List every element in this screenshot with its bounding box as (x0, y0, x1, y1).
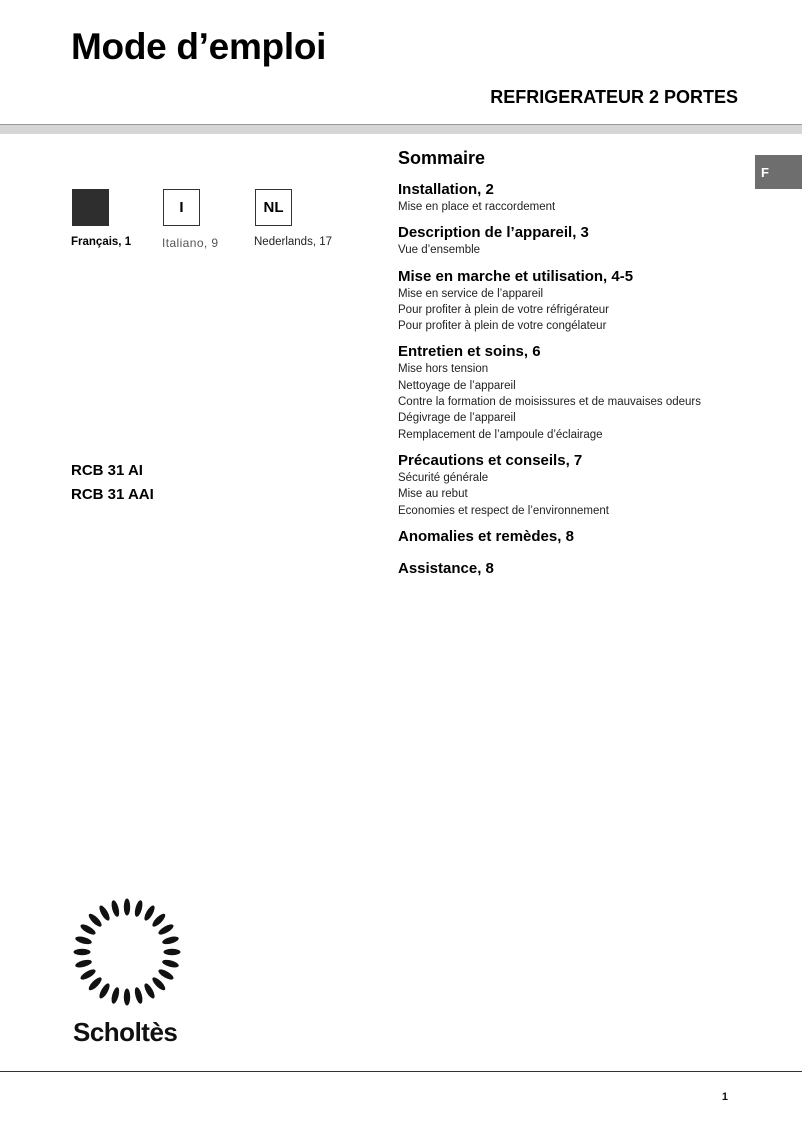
toc-section (398, 268, 748, 335)
header-divider (0, 124, 802, 134)
sun-ray (87, 976, 104, 993)
toc-section (398, 181, 748, 215)
language-label-fr: Français, 1 (71, 236, 132, 248)
sun-ray (133, 986, 144, 1004)
toc-section (398, 528, 748, 546)
sun-ray (133, 899, 144, 917)
toc-item: Vue d’ensemble (398, 244, 481, 257)
sun-ray (74, 935, 92, 946)
model-name: RCB 31 AI (71, 462, 143, 479)
language-tab-f: F (755, 155, 802, 189)
toc-section-title[interactable]: Entretien et soins, 6 (398, 343, 541, 361)
toc-item: Economies et respect de l’environnement (398, 504, 609, 517)
toc-section-title[interactable]: Description de l’appareil, 3 (398, 224, 589, 242)
sun-ray (164, 949, 181, 955)
toc-item: Mise au rebut (398, 488, 468, 501)
toc-section-title[interactable]: Précautions et conseils, 7 (398, 451, 583, 469)
sun-ray (110, 986, 121, 1004)
toc-item: Contre la formation de moisissures et de mauvaises odeurs (398, 396, 701, 409)
sun-ray (151, 976, 168, 993)
sun-ray (151, 912, 168, 929)
sun-ray (87, 912, 104, 929)
toc-item: Dégivrage de l’appareil (398, 412, 516, 425)
language-label-it: Italiano, 9 (162, 236, 219, 250)
sun-ray (110, 899, 121, 917)
page-title: Mode d’emploi (71, 26, 327, 67)
language-box-it[interactable]: I (163, 189, 200, 226)
sun-ray (97, 982, 111, 1000)
footer-divider (0, 1071, 802, 1072)
sun-ray (142, 982, 156, 1000)
toc-heading: Sommaire (398, 148, 486, 168)
language-box-nl[interactable]: NL (255, 189, 292, 226)
language-box-fr[interactable] (72, 189, 109, 226)
sun-ray (161, 958, 179, 969)
sun-ray (74, 949, 91, 955)
scholtes-sun-logo-icon (66, 896, 188, 1008)
page-number: 1 (721, 1091, 728, 1103)
toc-item: Mise en service de l’appareil (398, 287, 544, 300)
table-of-contents (398, 148, 748, 587)
language-label-nl: Nederlands, 17 (254, 236, 332, 248)
toc-section-title[interactable]: Anomalies et remèdes, 8 (398, 527, 574, 545)
toc-item: Sécurité générale (398, 471, 489, 484)
sun-ray (79, 967, 97, 981)
toc-item: Mise en place et raccordement (398, 201, 556, 213)
toc-item: Nettoyage de l’appareil (398, 379, 516, 392)
toc-section (398, 224, 748, 258)
product-subtitle: REFRIGERATEUR 2 PORTES (490, 87, 738, 107)
toc-item: Pour profiter à plein de votre réfrigérateur (398, 303, 609, 316)
sun-ray (142, 904, 156, 922)
model-name: RCB 31 AAI (71, 486, 154, 503)
toc-section-title[interactable]: Mise en marche et utilisation, 4-5 (398, 267, 634, 285)
sun-ray (74, 958, 92, 969)
toc-section (398, 452, 748, 519)
sun-ray (157, 922, 175, 936)
sun-ray (161, 935, 179, 946)
sun-ray (124, 899, 130, 916)
toc-section (398, 343, 748, 442)
toc-section-title[interactable]: Installation, 2 (398, 181, 494, 198)
sun-ray (124, 989, 130, 1006)
sun-ray (97, 904, 111, 922)
toc-section-title[interactable]: Assistance, 8 (398, 559, 494, 577)
sun-ray (79, 922, 97, 936)
brand-name: Scholtès (73, 1017, 178, 1047)
sun-ray (157, 967, 175, 981)
toc-section (398, 560, 748, 578)
toc-item: Remplacement de l’ampoule d’éclairage (398, 428, 603, 441)
toc-item: Mise hors tension (398, 363, 489, 376)
toc-item: Pour profiter à plein de votre congélateur (398, 320, 607, 333)
